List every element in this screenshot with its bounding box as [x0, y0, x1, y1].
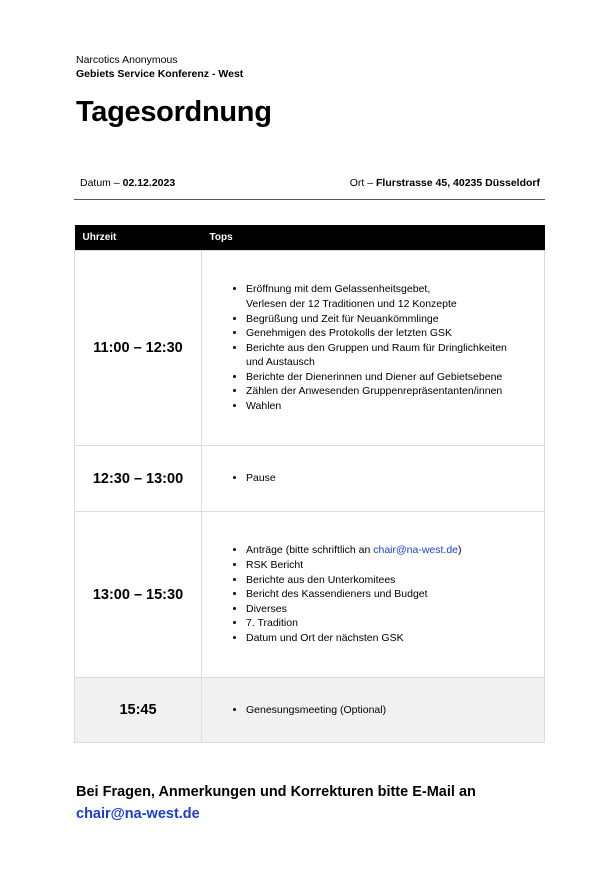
agenda-table: [74, 225, 545, 743]
topic-list: [226, 543, 532, 645]
table-row: [75, 512, 545, 678]
topic-list: [226, 471, 532, 486]
list-item: • 7. Tradition: [246, 616, 532, 631]
date-value: 02.12.2023: [122, 177, 176, 189]
row-topics: [202, 251, 545, 446]
column-header-time: Uhrzeit: [75, 225, 202, 251]
topic-list: [226, 703, 532, 718]
date-label: Datum: [80, 177, 111, 189]
row-time: 15:45: [75, 678, 202, 743]
list-item: • Datum und Ort der nächsten GSK: [246, 631, 532, 646]
list-item: • RSK Bericht: [246, 558, 532, 573]
location-info: [350, 177, 540, 189]
list-item: • Wahlen: [246, 399, 532, 414]
list-item: • Genesungsmeeting (Optional): [246, 703, 532, 718]
table-row: [75, 446, 545, 512]
location-dash: –: [367, 177, 376, 189]
org-name: Narcotics Anonymous: [76, 54, 178, 66]
list-item: • Pause: [246, 471, 532, 486]
item-text-close: ): [458, 544, 462, 557]
list-item: • Begrüßung und Zeit für Neuankömmlinge: [246, 312, 532, 327]
conference-name: Gebiets Service Konferenz - West: [76, 68, 244, 80]
list-item: • Berichte aus den Unterkomitees: [246, 573, 532, 588]
email-link[interactable]: chair@na-west.de: [373, 544, 459, 557]
date-dash: –: [113, 177, 123, 189]
item-text: Anträge (bitte schriftlich an: [246, 544, 374, 557]
row-time: 11:00 – 12:30: [75, 251, 202, 446]
item-text-continued: Verlesen der 12 Traditionen und 12 Konzepte: [246, 297, 457, 310]
list-item: • Berichte der Dienerinnen und Diener auf Gebietsebene: [246, 370, 532, 385]
table-header-row: [75, 225, 545, 251]
row-time: 12:30 – 13:00: [75, 446, 202, 512]
list-item: [246, 282, 532, 311]
list-item: • Bericht des Kassendieners und Budget: [246, 587, 532, 602]
list-item: [246, 341, 532, 370]
topic-list: [226, 282, 532, 413]
list-item: • Genehmigen des Protokolls der letzten GSK: [246, 326, 532, 341]
footer-email-link[interactable]: chair@na-west.de: [76, 806, 200, 822]
table-row: [75, 678, 545, 743]
row-topics: [202, 446, 545, 512]
row-time: 13:00 – 15:30: [75, 512, 202, 678]
list-item: • Zählen der Anwesenden Gruppenrepräsentanten/innen: [246, 384, 532, 399]
date-info: [80, 177, 175, 189]
item-text: Eröffnung mit dem Gelassenheitsgebet,: [246, 283, 431, 296]
footer-text: Bei Fragen, Anmerkungen und Korrekturen bitte E-Mail an: [76, 784, 476, 800]
row-topics: [202, 512, 545, 678]
table-row: [75, 251, 545, 446]
row-topics: [202, 678, 545, 743]
location-label: Ort: [349, 177, 365, 189]
item-text: Berichte aus den Gruppen und Raum für Dringlichkeiten: [246, 341, 507, 354]
list-item: [246, 543, 532, 558]
page-title: Tagesordnung: [76, 96, 272, 128]
org-header: [76, 53, 243, 81]
footer-note: [76, 781, 476, 825]
list-item: • Diverses: [246, 602, 532, 617]
location-value: Flurstrasse 45, 40235 Düsseldorf: [375, 177, 540, 189]
column-header-tops: Tops: [202, 225, 545, 251]
divider: [74, 199, 545, 200]
item-text-continued: und Austausch: [246, 356, 315, 369]
